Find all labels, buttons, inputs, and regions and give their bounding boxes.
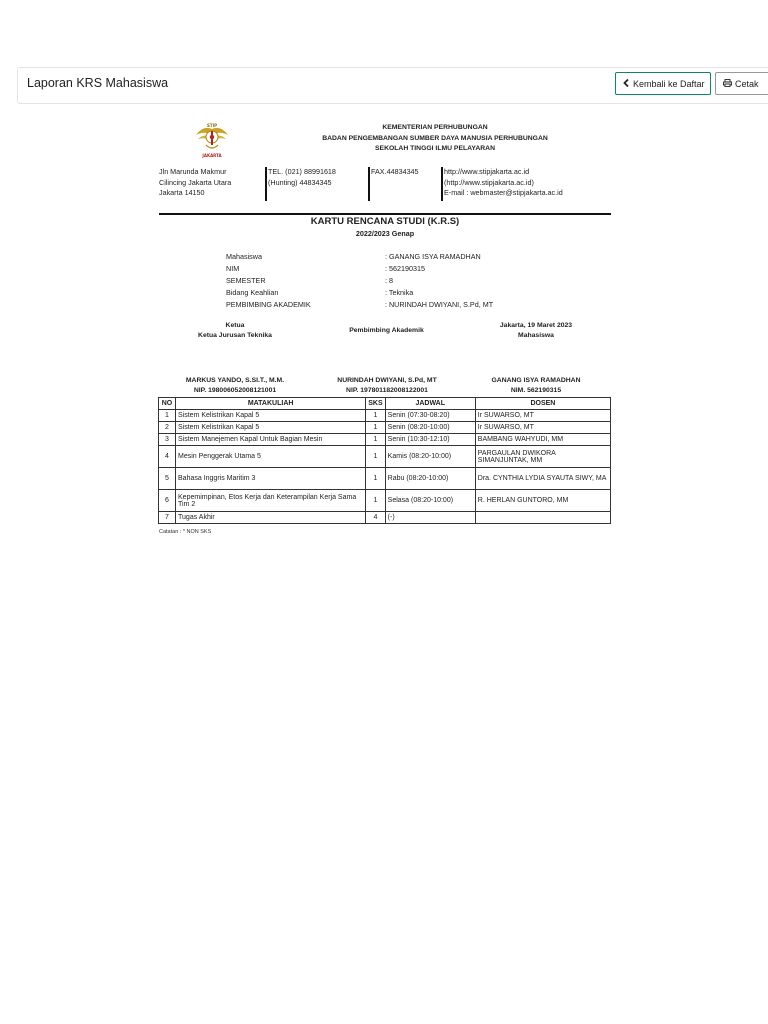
course-schedule: Senin (08:20-10:00) [385,422,475,434]
role-line: Mahasiswa [518,332,554,339]
row-number: 6 [159,490,176,512]
course-schedule: Senin (07:30-08:20) [385,410,475,422]
info-value: : 562190315 [385,264,425,273]
web-line: (http://www.stipjakarta.ac.id) [444,177,534,187]
course-lecturer: R. HERLAN GUNTORO, MM [475,490,610,512]
table-row [159,468,611,490]
table-row [159,410,611,422]
fax-line: FAX.44834345 [371,167,419,176]
table-row [159,512,611,524]
document-period: 2022/2023 Genap [355,229,415,238]
course-name: Sistem Manejemen Kapal Untuk Bagian Mesin [176,434,366,446]
page-title: Laporan KRS Mahasiswa [27,76,169,90]
course-name: Bahasa Inggris Maritim 3 [176,468,366,490]
course-name: Sistem Kelistrikan Kapal 5 [176,410,366,422]
course-credits: 1 [366,468,385,490]
web-line: http://www.stipjakarta.ac.id [444,167,530,176]
course-schedule: Selasa (08:20-10:00) [385,490,475,512]
school-name: SEKOLAH TINGGI ILMU PELAYARAN [375,145,495,152]
info-label: SEMESTER [226,276,266,285]
table-note: Catatan : * NON SKS [159,529,212,535]
row-number: 3 [159,434,176,446]
signature-mid-name [322,376,452,396]
course-credits: 1 [366,490,385,512]
stip-logo [193,119,231,159]
role-line: Ketua [225,322,245,329]
course-credits: 1 [366,422,385,434]
course-credits: 4 [366,512,385,524]
signature-left-role [185,321,285,341]
info-value: : GANANG ISYA RAMADHAN [385,252,481,261]
column-header: MATAKULIAH [176,398,366,410]
column-header: SKS [366,398,385,410]
table-row [159,446,611,468]
web-block [444,167,563,199]
course-name: Kepemimpinan, Etos Kerja dan Keterampilan Kerja Sama Tim 2 [176,490,366,512]
address-line: Jln Marunda Makmur [159,167,227,176]
table-row [159,434,611,446]
course-schedule: (-) [385,512,475,524]
logo-text: STIP [206,123,218,128]
address-line: Cilincing Jakarta Utara [159,177,232,187]
divider [368,167,370,201]
row-number: 2 [159,422,176,434]
phone-line: TEL. (021) 88991618 [268,167,336,176]
address-line: Jakarta 14150 [159,188,205,198]
info-label: PEMBIMBING AKADEMIK [226,300,311,309]
email-line: E-mail : webmaster@stipjakarta.ac.id [444,188,563,198]
signer-name: MARKUS YANDO, S.SI.T., M.M. [185,377,285,384]
info-label: Mahasiswa [226,252,262,261]
course-lecturer: Dra. CYNTHIA LYDIA SYAUTA SIWY, MA [475,468,610,490]
course-name: Sistem Kelistrikan Kapal 5 [176,422,366,434]
signer-id: NIM. 562190315 [510,387,562,394]
table-header-row [159,398,611,410]
course-schedule: Rabu (08:20-10:00) [385,468,475,490]
document-title: KARTU RENCANA STUDI (K.R.S) [310,216,460,227]
signer-name: GANANG ISYA RAMADHAN [491,377,581,384]
course-name: Mesin Penggerak Utama 5 [176,446,366,468]
ministry-name: KEMENTERIAN PERHUBUNGAN [382,124,488,131]
course-lecturer: BAMBANG WAHYUDI, MM [475,434,610,446]
row-number: 7 [159,512,176,524]
course-lecturer: PARGAULAN DWIKORA SIMANJUNTAK, MM [475,446,610,468]
phone-line: (Hunting) 44834345 [268,177,332,187]
row-number: 4 [159,446,176,468]
column-header: DOSEN [475,398,610,410]
signer-id: NIP. 197801182008122001 [346,387,428,394]
print-button-label: Cetak [735,78,759,89]
course-lecturer: Ir SUWARSO, MT [475,410,610,422]
signature-mid-role: Pembimbing Akademik [349,327,424,334]
divider [441,167,443,201]
course-table [158,397,611,524]
row-number: 5 [159,468,176,490]
column-header: NO [159,398,176,410]
agency-name: BADAN PENGEMBANGAN SUMBER DAYA MANUSIA PERHUBUNGAN [322,134,548,142]
course-schedule: Kamis (08:20-10:00) [385,446,475,468]
info-label: NIM [226,264,240,273]
course-schedule: Senin (10:30-12:10) [385,434,475,446]
signer-id: NIP. 198006052008121001 [193,387,277,394]
info-label: Bidang Keahlian [226,288,279,297]
info-value: : NURINDAH DWIYANI, S.Pd, MT [385,300,494,309]
table-row [159,490,611,512]
course-credits: 1 [366,434,385,446]
date-line: Jakarta, 19 Maret 2023 [499,322,573,329]
info-value: : Teknika [385,288,414,297]
logo-caption: JAKARTA [202,153,222,158]
row-number: 1 [159,410,176,422]
back-button-label: Kembali ke Daftar [633,78,705,89]
course-lecturer [475,512,610,524]
role-line: Ketua Jurusan Teknika [198,332,272,339]
phone-block [268,167,336,188]
address-block [159,167,231,199]
signer-name: NURINDAH DWIYANI, S.Pd, MT [337,377,437,384]
header-rule [159,213,611,215]
course-name: Tugas Akhir [176,512,366,524]
signature-right-name [471,376,601,396]
fax-block [371,167,419,178]
course-credits: 1 [366,446,385,468]
signature-right-role [486,321,586,341]
divider [265,167,267,201]
column-header: JADWAL [385,398,475,410]
institution-heading [290,123,580,155]
course-credits: 1 [366,410,385,422]
info-value: : 8 [385,276,393,285]
course-lecturer: Ir SUWARSO, MT [475,422,610,434]
signature-left-name [170,376,300,396]
table-row [159,422,611,434]
